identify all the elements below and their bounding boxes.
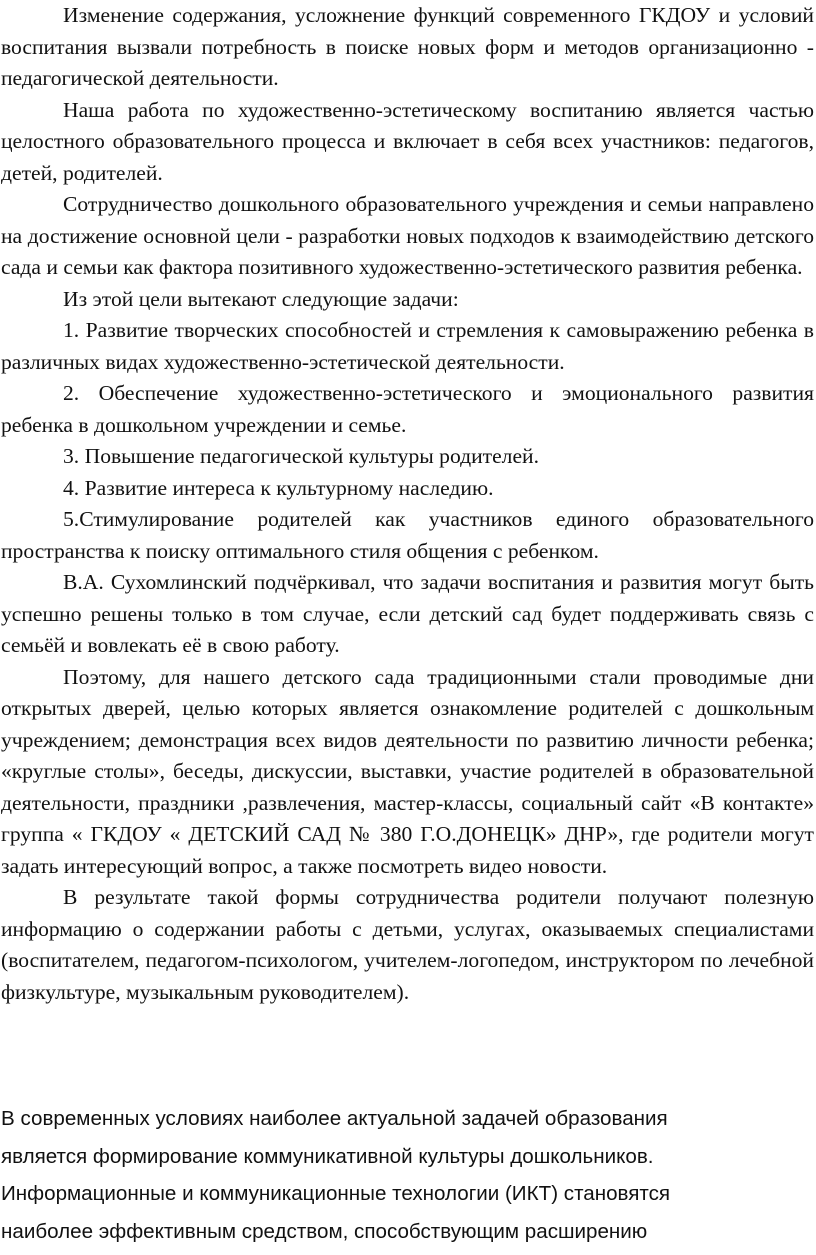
ict-line-2: является формирование коммуникативной культуры дошкольников. (1, 1144, 654, 1168)
ict-line-1: В современных условиях наиболее актуальной задачей образования (1, 1107, 668, 1130)
paragraph-traditions: Поэтому, для нашего детского сада традиционными стали проводимые дни открытых дверей, целью которых является ознакомление родителей с дошкольным учреждением; демонстрация всех видов деятельности по развитию личности ребенка; «круглые столы», беседы, дискуссии, выставки, участие родителей в образовательной деятельности, праздники ,развлечения, мастер-классы, социальный сайт «В контакте» группа « ГКДОУ « ДЕТСКИЙ САД № 380 Г.О.ДОНЕЦК» ДНР», где родители могут задать интересующий вопрос, а также посмотреть видео новости. (1, 664, 814, 878)
task-item-4: 4. Развитие интереса к культурному наследию. (63, 475, 494, 500)
ict-line-4: наиболее эффективным средством, способствующим расширению (1, 1219, 648, 1243)
task-item-2: 2. Обеспечение художественно-эстетического и эмоционального развития ребенка в дошкольном учреждении и семье. (1, 381, 814, 437)
document-body (1, 0, 814, 1008)
paragraph-results: В результате такой формы сотрудничества родители получают полезную информацию о содержании работы с детьми, услугах, оказываемых специалистами (воспитателем, педагогом-психологом, учителем-логопедом, инструктором по лечебной физкультуре, музыкальным руководителем). (1, 885, 814, 1004)
paragraph-tasks-heading: Из этой цели вытекают следующие задачи: (63, 286, 459, 311)
paragraph-intro: Изменение содержания, усложнение функций современного ГКДОУ и условий воспитания вызвали потребность в поиске новых форм и методов организационно - педагогической деятельности. (1, 3, 814, 90)
paragraph-sukhomlinsky-quote: В.А. Сухомлинский подчёркивал, что задачи воспитания и развития могут быть успешно решены только в том случае, если детский сад будет поддерживать связь с семьёй и вовлекать её в свою работу. (1, 570, 814, 657)
ict-line-3: Информационные и коммуникационные технологии (ИКТ) становятся (1, 1182, 671, 1205)
paragraph-art-education: Наша работа по художественно-эстетическому воспитанию является частью целостного образовательного процесса и включает в себя всех участников: педагогов, детей, родителей. (1, 97, 814, 185)
paragraph-cooperation-goal: Сотрудничество дошкольного образовательного учреждения и семьи направлено на достижение основной цели - разработки новых подходов к взаимодействию детского сада и семьи как фактора позитивного художественно-эстетического развития ребенка. (1, 192, 814, 279)
task-item-5: 5.Стимулирование родителей как участников единого образовательного пространства к поиску оптимального стиля общения с ребенком. (1, 507, 814, 563)
task-item-3: 3. Повышение педагогической культуры родителей. (63, 444, 539, 468)
ict-section (1, 1100, 781, 1250)
task-item-1: 1. Развитие творческих способностей и стремления к самовыражению ребенка в различных видах художественно-эстетической деятельности. (1, 318, 814, 374)
